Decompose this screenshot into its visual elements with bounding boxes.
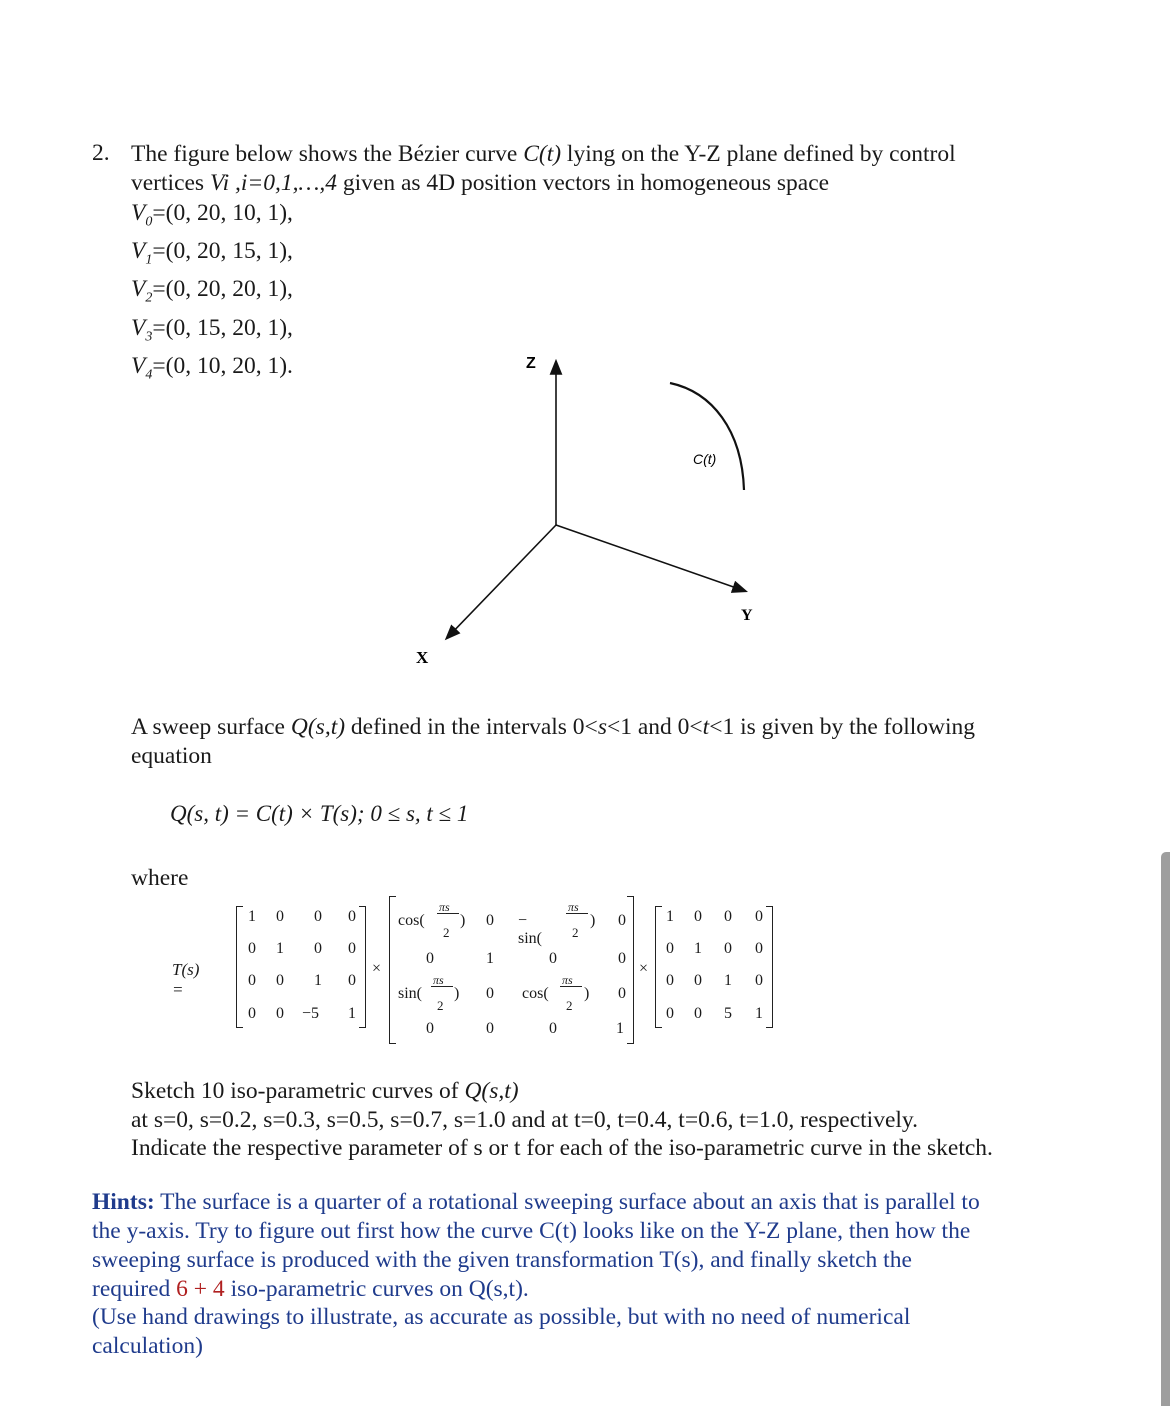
- intro-text: The figure below shows the Bézier curve: [131, 141, 518, 167]
- where-label: where: [131, 865, 189, 891]
- task-line-2: at s=0, s=0.2, s=0.3, s=0.5, s=0.7, s=1.0 and at t=0, t=0.4, t=0.6, t=1.0, respectively.: [131, 1107, 918, 1133]
- sweep-line-2: equation: [131, 743, 212, 769]
- hints-count: 6 + 4: [176, 1276, 225, 1302]
- times-sign-1: ×: [372, 960, 382, 977]
- m3-left-bracket: [655, 906, 662, 1028]
- task-text-a: Sketch 10 iso-parametric curves of: [131, 1078, 459, 1104]
- times-sign-2: ×: [639, 960, 649, 977]
- intro-text-2: vertices: [131, 170, 205, 196]
- vertex-v1: $V_1=(0$, 20, 15, 1),: [131, 238, 293, 268]
- task-line-3: Indicate the respective parameter of s or t for each of the iso-parametric curve in the sketch.: [131, 1135, 993, 1161]
- hints-label: Hints:: [92, 1189, 155, 1215]
- y-axis: [556, 525, 745, 591]
- s-var: s: [597, 714, 607, 740]
- m1-left-bracket: [236, 906, 243, 1028]
- y-axis-label: Y: [741, 607, 753, 624]
- hints-line-6: calculation): [92, 1333, 203, 1359]
- hints-text-1: The surface is a quarter of a rotational sweeping surface about an axis that is parallel to: [160, 1189, 980, 1215]
- intro-text-tail: lying on the Y-Z plane defined by control: [566, 141, 956, 167]
- sweep-text-a: A sweep surface: [131, 714, 285, 740]
- m2-right-bracket: [627, 896, 634, 1044]
- hints-line-4: [92, 1275, 1092, 1304]
- hints-text-4a: required: [92, 1276, 171, 1302]
- m1-right-bracket: [359, 906, 366, 1028]
- scrollbar[interactable]: [1161, 852, 1170, 1406]
- axes-figure: [0, 0, 1170, 700]
- hints-line-3: sweeping surface is produced with the given transformation T(s), and finally sketch the: [92, 1247, 912, 1273]
- hints-line-2: the y-axis. Try to figure out first how the curve C(t) looks like on the Y-Z plane, then how the: [92, 1218, 971, 1244]
- bezier-curve: [670, 383, 744, 490]
- t-var: t: [702, 714, 710, 740]
- x-axis: [447, 525, 556, 638]
- vertex-v3: $V_3=(0$, 15, 20, 1),: [131, 314, 293, 345]
- curve-symbol: C(t): [523, 141, 562, 167]
- vertex-v2: $V_2=(0$, 20, 20, 1),: [131, 276, 293, 307]
- sweep-text-c: <1 and 0<: [606, 714, 703, 740]
- z-axis-label: Z: [526, 355, 536, 372]
- q-symbol: Q(s,t): [290, 714, 346, 740]
- sweep-line-1: [131, 713, 1081, 742]
- sweep-equation: Q(s, t) = C(t) × T(s); 0 ≤ s, t ≤ 1: [170, 801, 469, 826]
- sweep-text-d: <1 is given by the following: [709, 714, 976, 740]
- hints-line-5: (Use hand drawings to illustrate, as accurate as possible, but with no need of numerical: [92, 1304, 911, 1330]
- x-axis-label: X: [416, 648, 429, 667]
- vertex-v4: $V_4=(0$, 10, 20, 1).: [131, 352, 293, 383]
- hints-line-1: [92, 1188, 1092, 1217]
- m3-right-bracket: [766, 906, 773, 1028]
- intro-text-2-tail: given as 4D position vectors in homogeneous space: [342, 170, 830, 196]
- sweep-text-b: defined in the intervals 0<: [350, 714, 598, 740]
- task-q-symbol: Q(s,t): [464, 1078, 519, 1104]
- hints-text-4c: iso-parametric curves on Q(s,t).: [230, 1276, 529, 1302]
- task-line-1: [131, 1077, 519, 1106]
- matrix-lhs: T(s) =: [172, 960, 200, 999]
- curve-label: C(t): [693, 451, 717, 467]
- vertex-v0: $V_0=(0$, 20, 10, 1),: [131, 200, 293, 230]
- m2-left-bracket: [389, 896, 396, 1044]
- vertex-symbol: Vi ,i=0,1,…,4: [209, 170, 337, 196]
- problem-number: 2.: [92, 140, 110, 166]
